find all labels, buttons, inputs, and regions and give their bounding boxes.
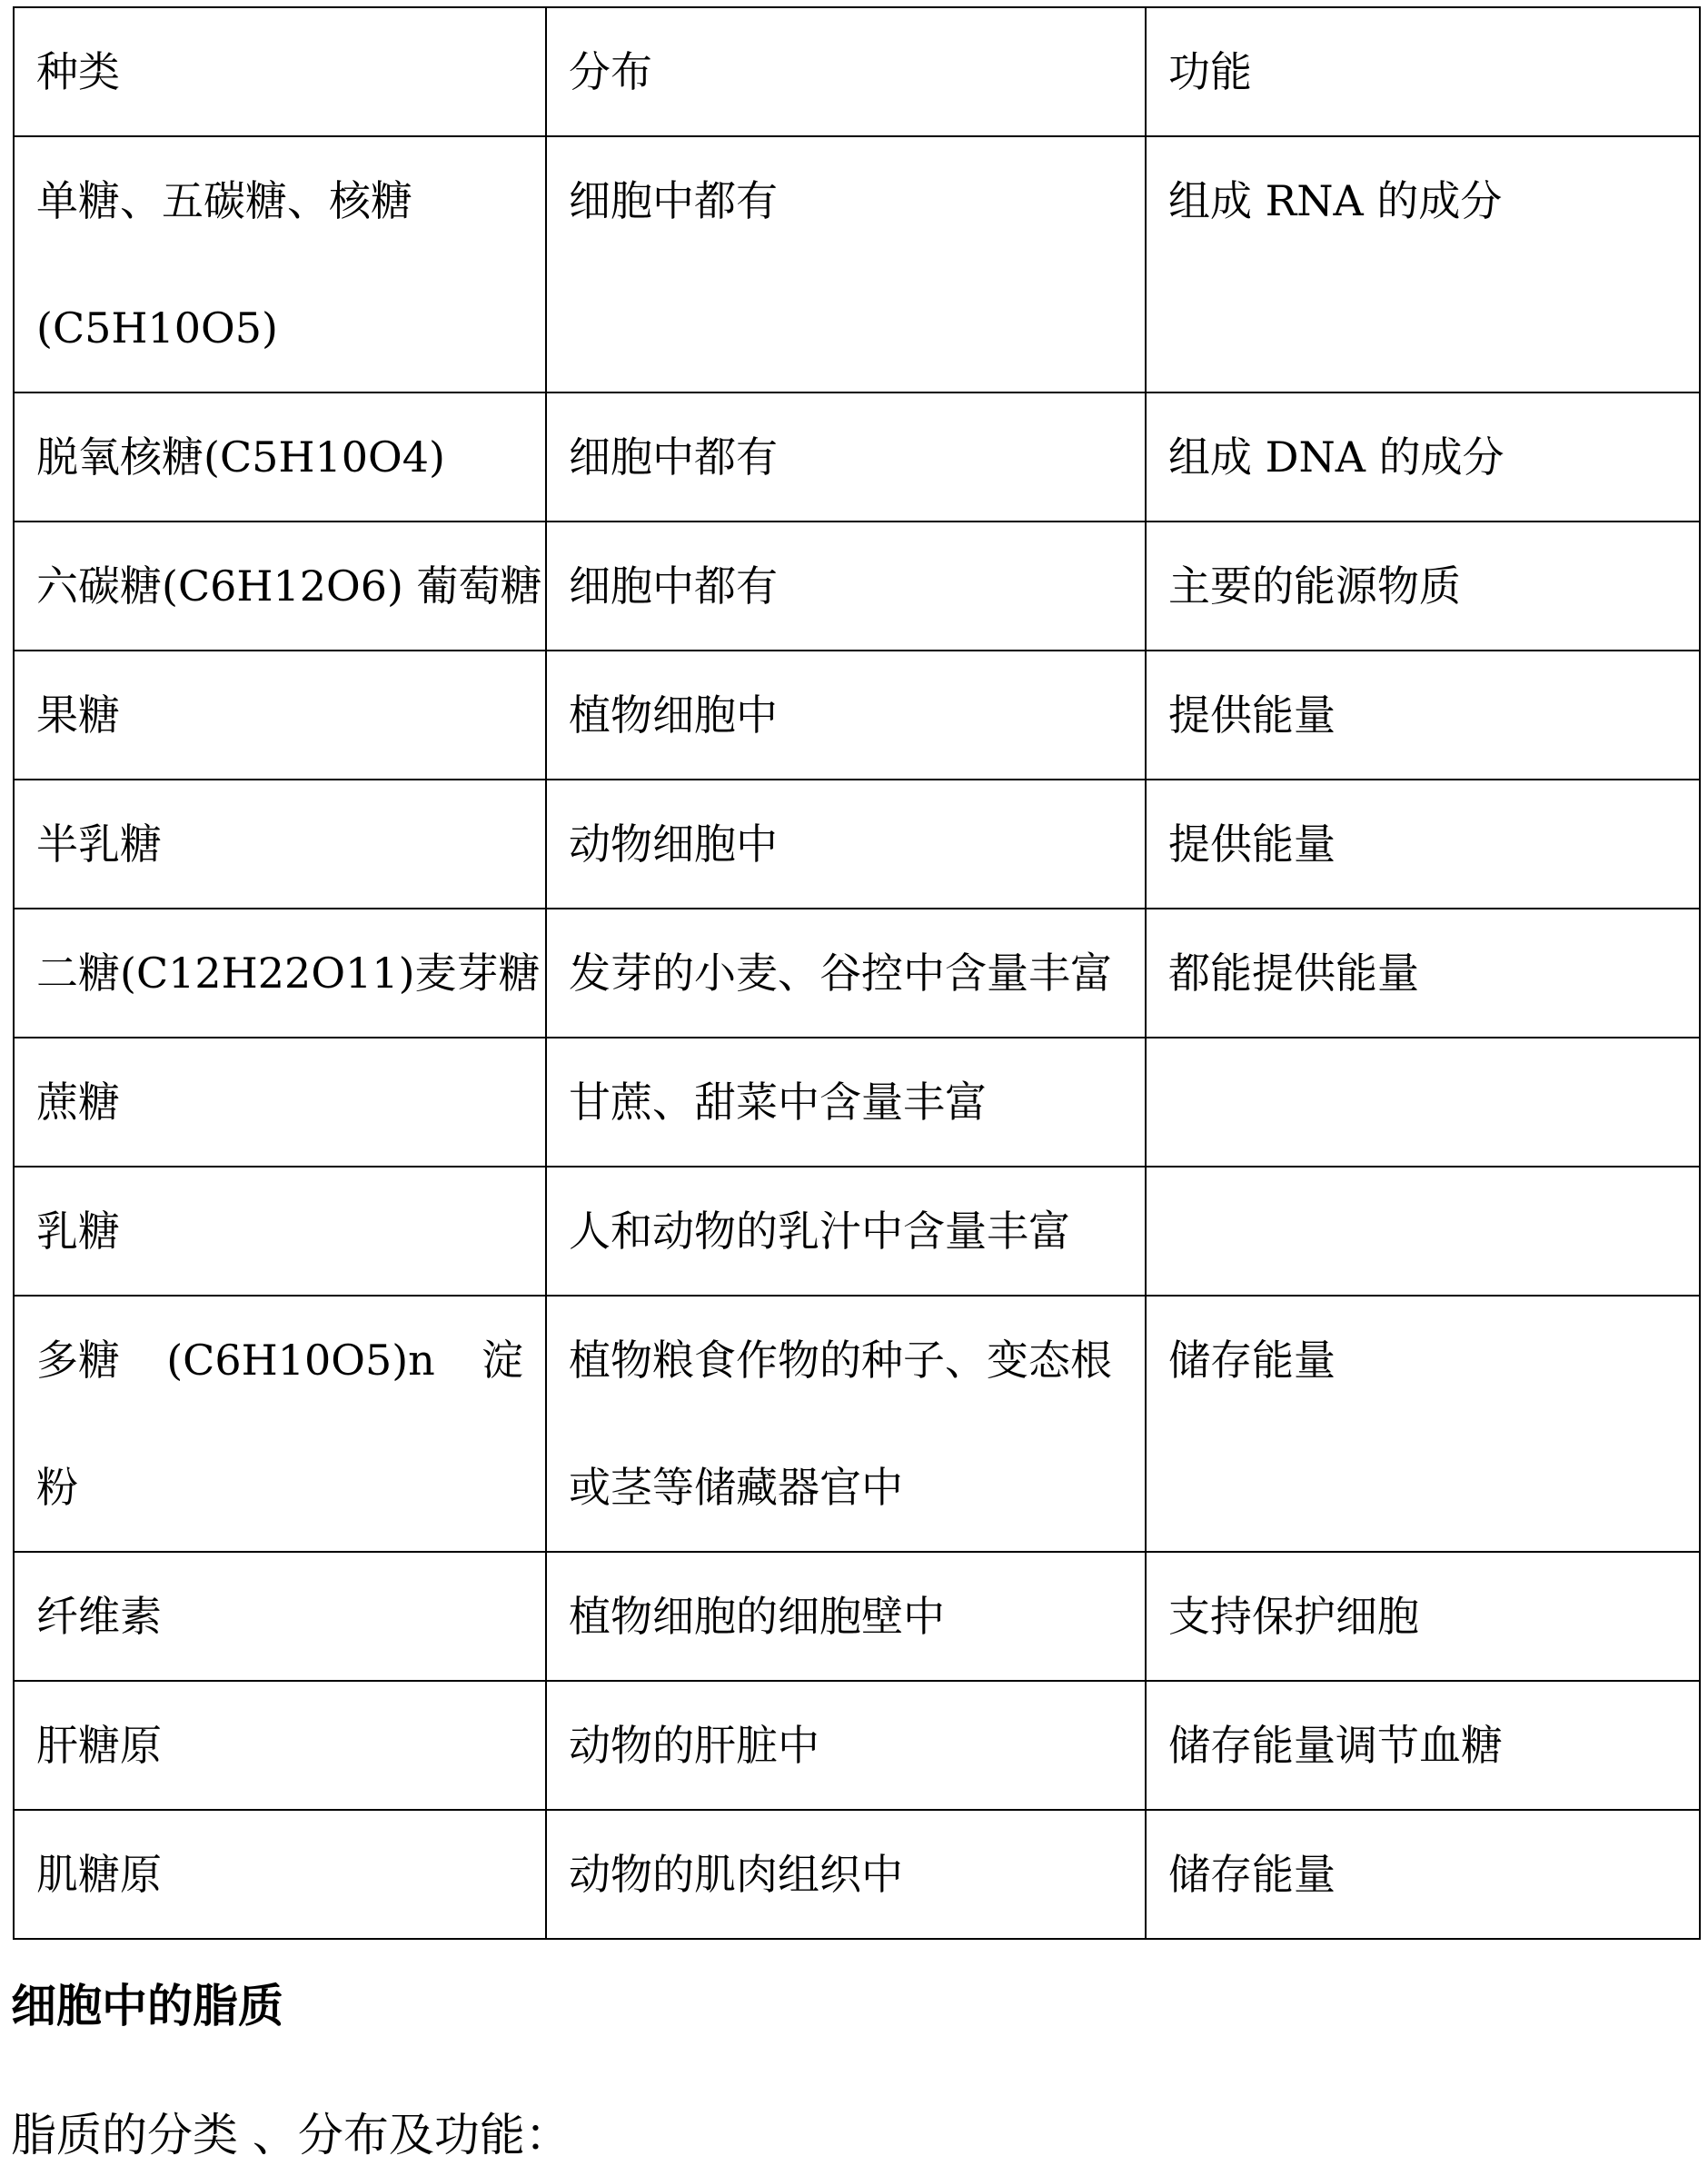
cell-line: 发芽的小麦、谷控中含量丰富 [569, 949, 1112, 998]
cell-line: 细胞中都有 [569, 432, 778, 482]
cell-line: 单糖、五碳糖、核糖 [36, 176, 412, 225]
cell-function: 组成 DNA 的成分 [1146, 392, 1700, 522]
cell-distribution [546, 1296, 1146, 1552]
cell-distribution [546, 780, 1146, 909]
section-heading: 细胞中的脂质 [11, 1980, 283, 2032]
cell-line: 二糖(C12H22O11)麦芽糖 [36, 949, 541, 998]
cell-distribution [546, 651, 1146, 780]
table-header-row [14, 7, 1700, 136]
cell-line-justified [36, 1297, 545, 1424]
cell-function: 支持保护细胞 [1146, 1552, 1700, 1681]
cell-distribution [546, 909, 1146, 1038]
cell-line: 半乳糖 [36, 820, 162, 869]
cell-function: 提供能量 [1146, 651, 1700, 780]
cell-function: 提供能量 [1146, 780, 1700, 909]
cell-line: 甘蔗、甜菜中含量丰富 [569, 1078, 987, 1127]
cell-type [14, 909, 546, 1038]
cell-distribution [546, 522, 1146, 651]
section-text: 脂质的分类 、分布及功能： [11, 2109, 571, 2161]
cell-line: 肝糖原 [36, 1721, 162, 1770]
cell-line: 人和动物的乳汁中含量丰富 [569, 1207, 1070, 1256]
cell-type [14, 1681, 546, 1810]
table-row [14, 1167, 1700, 1296]
table-row [14, 909, 1700, 1038]
cell-distribution [546, 1167, 1146, 1296]
table-row [14, 392, 1700, 522]
cell-function: 主要的能源物质 [1146, 522, 1700, 651]
cell-type [14, 522, 546, 651]
cell-line: 细胞中都有 [569, 561, 778, 611]
cell-line: 植物细胞中 [569, 691, 778, 740]
cell-line: 果糖 [36, 691, 120, 740]
cell-function [1146, 1038, 1700, 1167]
cell-distribution [546, 392, 1146, 522]
cell-word: 淀 [481, 1336, 523, 1385]
cell-distribution [546, 1552, 1146, 1681]
cell-line: 纤维素 [36, 1592, 162, 1641]
cell-line: 植物粮食作物的种子、变态根 [569, 1336, 1112, 1385]
cell-type [14, 136, 546, 392]
cell-function: 储存能量 [1146, 1296, 1700, 1552]
cell-line: (C5H10O5) [36, 303, 278, 353]
cell-line: 植物细胞的细胞壁中 [569, 1592, 945, 1641]
header-distribution: 分布 [546, 7, 1146, 136]
cell-type [14, 651, 546, 780]
table-row [14, 136, 1700, 392]
header-type: 种类 [14, 7, 546, 136]
cell-function: 都能提供能量 [1146, 909, 1700, 1038]
cell-line: 蔗糖 [36, 1078, 120, 1127]
cell-line: 动物的肝脏中 [569, 1721, 819, 1770]
table-row [14, 1681, 1700, 1810]
table-row [14, 651, 1700, 780]
cell-line: 动物细胞中 [569, 820, 778, 869]
cell-line: 乳糖 [36, 1207, 120, 1256]
cell-type [14, 1552, 546, 1681]
table-row [14, 1038, 1700, 1167]
table-row [14, 1810, 1700, 1939]
cell-distribution [546, 136, 1146, 392]
cell-word: (C6H10O5)n [166, 1336, 435, 1385]
cell-word: 多糖 [36, 1336, 120, 1385]
cell-type [14, 1296, 546, 1552]
cell-type [14, 780, 546, 909]
cell-line: 动物的肌肉组织中 [569, 1850, 903, 1899]
cell-distribution [546, 1681, 1146, 1810]
cell-function [1146, 1167, 1700, 1296]
cell-line: 脱氧核糖(C5H10O4) [36, 432, 445, 482]
header-function: 功能 [1146, 7, 1700, 136]
cell-type [14, 1038, 546, 1167]
table-row [14, 1552, 1700, 1681]
sugar-classification-table [13, 6, 1701, 1940]
cell-distribution [546, 1038, 1146, 1167]
table-row [14, 1296, 1700, 1552]
cell-function: 储存能量 [1146, 1810, 1700, 1939]
cell-line: 粉 [36, 1463, 78, 1512]
cell-line: 肌糖原 [36, 1850, 162, 1899]
cell-type [14, 392, 546, 522]
table-row [14, 522, 1700, 651]
cell-line: 六碳糖(C6H12O6) 葡萄糖 [36, 561, 542, 611]
cell-line: 或茎等储藏器官中 [569, 1463, 903, 1512]
table-row [14, 780, 1700, 909]
cell-function: 组成 RNA 的成分 [1146, 136, 1700, 392]
cell-function: 储存能量调节血糖 [1146, 1681, 1700, 1810]
cell-line: 细胞中都有 [569, 176, 778, 225]
cell-distribution [546, 1810, 1146, 1939]
cell-type [14, 1167, 546, 1296]
cell-type [14, 1810, 546, 1939]
